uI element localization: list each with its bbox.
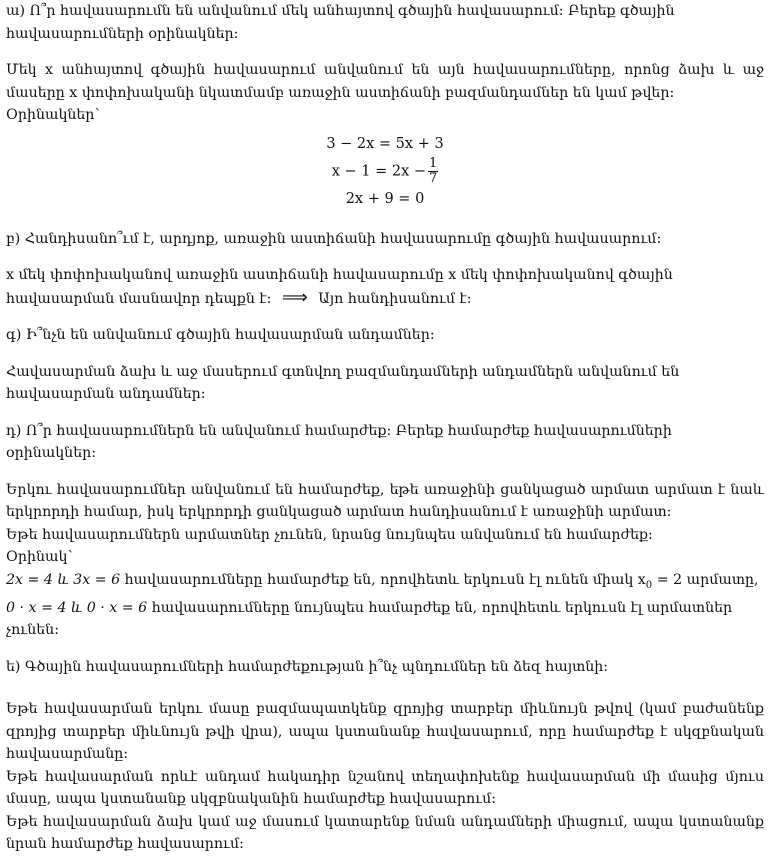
- question-c: գ) Ի՞նչն են անվանում գծային հավասարման անդամներ:: [6, 327, 435, 343]
- answer-d-example-2: [6, 597, 764, 642]
- answer-b-text: x մեկ փոփոխականով առաջին աստիճանի հավասարումը x մեկ փոփոխականով գծային հավասարման մասնավոր դեպքն է:: [6, 267, 673, 307]
- implies-arrow-icon: ⟹: [281, 286, 308, 308]
- fraction-numerator: 1: [429, 155, 438, 171]
- equation-1: 3 − 2x = 5x + 3: [326, 135, 444, 152]
- example-1-tail: = 2 արմատը,: [656, 571, 759, 588]
- equations-block: [6, 131, 764, 212]
- answer-d-example-label: Օրինակ՝: [6, 549, 73, 565]
- answer-e-2: Եթե հավասարման որևէ անդամ հակադիր նշանով տեղափոխենք հավասարման մի մասից մյուս մասը, ապա կստանանք սկզբնականին համարժեք հավասարում:: [6, 768, 764, 808]
- example-1-equations: 2x = 4 և 3x = 6: [6, 571, 121, 588]
- answer-b-conclusion: Այո հանդիսանում է:: [318, 290, 472, 307]
- equation-2-left: x − 1 = 2x −: [331, 163, 427, 179]
- question-b: բ) Հանդիսանո՞ւմ է, արդյոք, առաջին աստիճանի հավասարումը գծային հավասարում:: [6, 230, 662, 247]
- answer-d-definition: Երկու հավասարումներ անվանում են համարժեք, եթե առաջինի ցանկացած արմատ արմատ է նաև երկրորդի համար, իսկ երկրորդի ցանկացած արմատ հանդիսանում է առաջինի արմատ:: [6, 481, 764, 520]
- example-1-text: հավասարումները համարժեք են, որովհետև երկուսն էլ ունեն միակ x: [124, 571, 646, 588]
- root-subscript: 0: [645, 579, 653, 591]
- answer-d-example-1: [6, 569, 764, 597]
- example-2-equations: 0 · x = 4 և 0 · x = 6: [6, 599, 148, 616]
- answer-b: [6, 264, 764, 310]
- question-e: ե) Գծային հավասարումների համարժեքության ի՞նչ պնդումներ են ձեզ հայտնի:: [6, 658, 609, 675]
- answer-a-examples-label: Օրինակներ՝: [6, 107, 100, 123]
- fraction-denominator: 7: [429, 170, 438, 186]
- answer-a-definition: Մեկ x անհայտով գծային հավասարում անվանում են այն հավասարումները, որոնց ձախ և աջ մասերը x փոփոխականի նկատմամբ առաջին աստիճանի բազմանդամներ են կամ թվեր:: [6, 62, 764, 101]
- question-a: ա) Ո՞ր հավասարումն են անվանում մեկ անհայտով գծային հավասարում: Բերեք գծային հավասարումների օրինակներ:: [6, 3, 675, 42]
- equation-3: 2x + 9 = 0: [345, 190, 425, 207]
- example-2-text: հավասարումները նույնպես համարժեք են, որովհետև երկուսն էլ արմատներ չունեն:: [6, 599, 733, 639]
- answer-c: Հավասարման ձախ և աջ մասերում գտնվող բազմանդամների անդամներն անվանում են հավասարման անդամներ:: [6, 363, 680, 402]
- answer-e-1: Եթե հավասարման երկու մասը բազմապատկենք զրոյից տարբեր միևնույն թվով (կամ բաժանենք զրոյից տարբեր միևնույն թվի վրա), ապա կստանանք հավասարում, որը համարժեք է սկզբնական հավասարմանը:: [6, 701, 764, 763]
- question-d: դ) Ո՞ր հավասարումներն են անվանում համարժեք: Բերեք համարժեք հավասարումների օրինակներ:: [6, 422, 672, 461]
- fraction: [428, 157, 438, 186]
- equation-2: [332, 157, 439, 186]
- answer-d-no-roots: Եթե հավասարումներն արմատներ չունեն, նրանց նույնպես անվանում են համարժեք:: [6, 526, 653, 543]
- answer-e-3: Եթե հավասարման ձախ կամ աջ մասում կատարենք նման անդամների միացում, ապա կստանանք նրան համարժեք հավասարում:: [6, 813, 764, 853]
